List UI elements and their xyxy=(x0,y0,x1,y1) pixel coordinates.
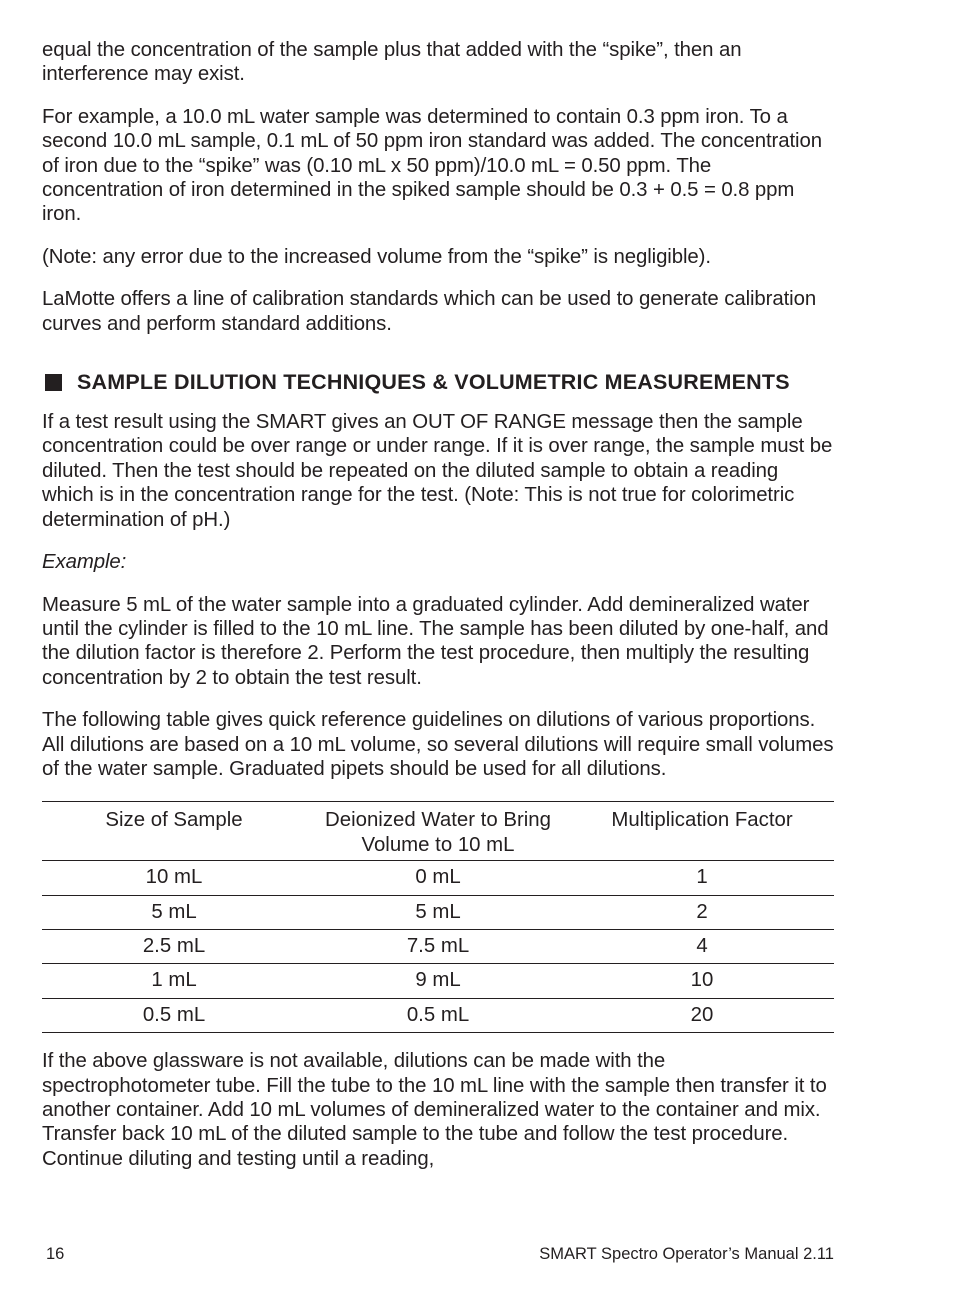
table-row xyxy=(42,964,834,998)
cell-size: 5 mL xyxy=(42,895,306,929)
square-bullet-icon xyxy=(45,374,62,391)
cell-factor: 20 xyxy=(570,998,834,1032)
header-multiplication-factor: Multiplication Factor xyxy=(570,802,834,861)
cell-water: 7.5 mL xyxy=(306,929,570,963)
paragraph-out-of-range: If a test result using the SMART gives an OUT OF RANGE message then the sample concentration could be over range or under range. If it is over range, the sample must be diluted. Then the test should be repeated on the diluted sample to obtain a reading which is in the concentration range for the test. (Note: This is not true for colorimetric determination of pH.) xyxy=(42,411,833,531)
paragraph-spike-interference: equal the concentration of the sample plus that added with the “spike”, then an interference may exist. xyxy=(42,39,742,86)
paragraph-spike-note: (Note: any error due to the increased volume from the “spike” is negligible). xyxy=(42,245,711,268)
cell-factor: 4 xyxy=(570,929,834,963)
dilution-table xyxy=(42,801,834,1033)
table-header-row xyxy=(42,802,834,861)
paragraph-glassware: If the above glassware is not available, dilutions can be made with the spectrophotometer tube. Fill the tube to the 10 mL line with the sample then transfer it to another container. Add 10 mL volumes of demineralized water to the container and mix. Transfer back 10 mL of the diluted sample to the tube and follow the test procedure. Continue diluting and testing until a reading, xyxy=(42,1050,827,1170)
cell-size: 10 mL xyxy=(42,861,306,895)
example-label-text: Example: xyxy=(42,551,127,574)
cell-size: 0.5 mL xyxy=(42,998,306,1032)
cell-factor: 10 xyxy=(570,964,834,998)
manual-page xyxy=(42,38,834,1171)
paragraph-lamotte-standards: LaMotte offers a line of calibration standards which can be used to generate calibration curves and perform standard additions. xyxy=(42,288,817,335)
cell-factor: 1 xyxy=(570,861,834,895)
paragraph-example: Measure 5 mL of the water sample into a graduated cylinder. Add demineralized water until the cylinder is filled to the 10 mL line. The sample has been diluted by one-half, and the dilution factor is therefore 2. Perform the test procedure, then multiply the resulting concentration by 2 to obtain the test result. xyxy=(42,593,829,689)
section-heading-text: SAMPLE DILUTION TECHNIQUES & VOLUMETRIC MEASUREMENTS xyxy=(77,370,790,395)
paragraph-table-intro: The following table gives quick reference guidelines on dilutions of various proportions. All dilutions are based on a 10 mL volume, so several dilutions will require small volumes of the water sample. Graduated pipets should be used for all dilutions. xyxy=(42,709,834,780)
header-deionized-water: Deionized Water to Bring Volume to 10 mL xyxy=(306,802,570,861)
cell-water: 0.5 mL xyxy=(306,998,570,1032)
cell-water: 0 mL xyxy=(306,861,570,895)
manual-title: SMART Spectro Operator’s Manual 2.11 xyxy=(539,1245,834,1263)
cell-water: 5 mL xyxy=(306,895,570,929)
cell-size: 2.5 mL xyxy=(42,929,306,963)
cell-water: 9 mL xyxy=(306,964,570,998)
table-row xyxy=(42,929,834,963)
header-size-of-sample: Size of Sample xyxy=(42,802,306,861)
example-label xyxy=(42,550,834,574)
section-heading xyxy=(42,368,834,396)
table-row xyxy=(42,998,834,1032)
table-row xyxy=(42,861,834,895)
page-number: 16 xyxy=(46,1245,65,1263)
cell-factor: 2 xyxy=(570,895,834,929)
table-row xyxy=(42,895,834,929)
paragraph-spike-example: For example, a 10.0 mL water sample was determined to contain 0.3 ppm iron. To a second 10.0 mL sample, 0.1 mL of 50 ppm iron standard was added. The concentration of iron due to the “spike” was (0.10 mL x 50 ppm)/10.0 mL = 0.50 ppm. The concentration of iron determined in the spiked sample should be 0.3 + 0.5 = 0.8 ppm iron. xyxy=(42,105,822,226)
cell-size: 1 mL xyxy=(42,964,306,998)
